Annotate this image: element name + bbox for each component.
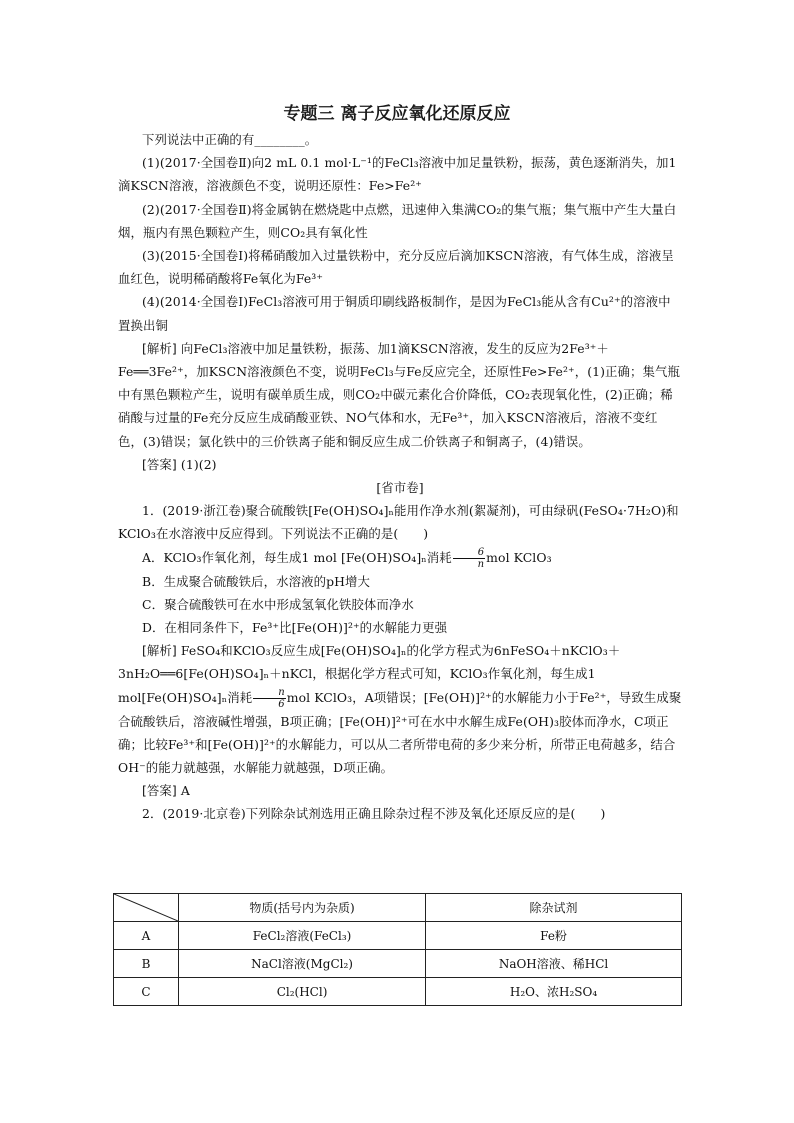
answer-text: (1)(2) bbox=[180, 456, 217, 472]
table-cell-option: C bbox=[114, 978, 179, 1006]
table-cell-option: A bbox=[114, 922, 179, 950]
table-corner-cell bbox=[114, 894, 179, 922]
intro-item-4: (4)(2014·全国卷Ⅰ)FeCl₃溶液可用于铜质印刷线路板制作，是因为FeCl₃能从含有Cu²⁺的溶液中置换出铜 bbox=[118, 294, 671, 333]
table-header-row bbox=[114, 894, 682, 922]
impurity-table bbox=[113, 893, 682, 1006]
answer-label: [答案] bbox=[142, 456, 177, 472]
table-cell-substance: NaCl溶液(MgCl₂) bbox=[179, 950, 426, 978]
q1-option-d: D．在相同条件下，Fe³⁺比[Fe(OH)]²⁺的水解能力更强 bbox=[142, 620, 448, 636]
fraction-n-over-6 bbox=[253, 687, 286, 710]
section-heading: [省市卷] bbox=[376, 480, 424, 496]
q1-option-a bbox=[118, 546, 682, 570]
fraction-numerator: 6 bbox=[453, 547, 485, 559]
fraction-denominator: 6 bbox=[278, 698, 285, 710]
table-header-substance: 物质(括号内为杂质) bbox=[179, 894, 426, 922]
intro-analysis bbox=[118, 337, 682, 453]
table-cell-substance: Cl₂(HCl) bbox=[179, 978, 426, 1006]
analysis-text: FeSO₄和KClO₃反应生成[Fe(OH)SO₄]ₙ的化学方程式为6nFeSO₄＋nKClO₃＋3nH₂O══6[Fe(OH)SO₄]ₙ＋nKCl，根据化学方程式可知，KClO₃作氧化剂，每生成1 mol[Fe(OH)SO₄]ₙ消耗 bbox=[118, 643, 621, 705]
q1-answer bbox=[118, 779, 682, 802]
analysis-text: 向FeCl₃溶液中加足量铁粉，振荡、加1滴KSCN溶液，发生的反应为2Fe³⁺＋Fe══3Fe²⁺，加KSCN溶液颜色不变，说明FeCl₃与Fe反应完全，还原性Fe>Fe²⁺，(1)正确；集气瓶中有黑色颗粒产生，说明有碳单质生成，则CO₂中碳元素化合价降低，CO₂表现氧化性，(2)正确；稀硝酸与过量的Fe充分反应生成硝酸亚铁、NO气体和水，无Fe³⁺，加入KSCN溶液后，溶液不变红色，(3)错误；氯化铁中的三价铁离子能和铜反应生成二价铁离子和铜离子，(4)错误。 bbox=[118, 340, 680, 449]
table-row bbox=[114, 950, 682, 978]
intro-item-3: (3)(2015·全国卷Ⅰ)将稀硝酸加入过量铁粉中，充分反应后滴加KSCN溶液，有气体生成，溶液呈血红色，说明稀硝酸将Fe氧化为Fe³⁺ bbox=[118, 248, 674, 287]
document-body bbox=[118, 128, 682, 826]
diagonal-line bbox=[114, 894, 178, 921]
analysis-label: [解析] bbox=[142, 643, 177, 659]
intro-item-1: (1)(2017·全国卷Ⅱ)向2 mL 0.1 mol·L⁻¹的FeCl₃溶液中加足量铁粉，振荡，黄色逐渐消失，加1滴KSCN溶液，溶液颜色不变，说明还原性：Fe>Fe²⁺ bbox=[118, 155, 677, 194]
intro-question: 下列说法中正确的有________。 bbox=[142, 132, 318, 147]
q1-stem: 1．(2019·浙江卷)聚合硫酸铁[Fe(OH)SO₄]ₙ能用作净水剂(絮凝剂)，可由绿矾(FeSO₄·7H₂O)和KClO₃在水溶液中反应得到。下列说法不正确的是( ) bbox=[118, 503, 679, 542]
intro-answer bbox=[118, 453, 682, 476]
table-cell-substance: FeCl₂溶液(FeCl₃) bbox=[179, 922, 426, 950]
answer-label: [答案] bbox=[142, 783, 177, 799]
table-cell-reagent: Fe粉 bbox=[426, 922, 682, 950]
analysis-text-cont: mol KClO₃，A项错误；[Fe(OH)]²⁺的水解能力小于Fe²⁺，导致生成聚合硫酸铁后，溶液碱性增强，B项正确；[Fe(OH)]²⁺可在水中水解生成Fe(OH)₃胶体而净水，C项正确；比较Fe³⁺和[Fe(OH)]²⁺的水解能力，可以从二者所带电荷的多少来分析，所带正电荷越多，结合OH⁻的能力就越强，水解能力就越强，D项正确。 bbox=[118, 689, 682, 776]
q2-stem: 2．(2019·北京卷)下列除杂试剂选用正确且除杂过程不涉及氧化还原反应的是( ) bbox=[142, 806, 606, 822]
intro-item-2: (2)(2017·全国卷Ⅱ)将金属钠在燃烧匙中点燃，迅速伸入集满CO₂的集气瓶；集气瓶中产生大量白烟，瓶内有黑色颗粒产生，则CO₂具有氧化性 bbox=[118, 201, 677, 240]
table-row bbox=[114, 922, 682, 950]
option-a-unit: mol KClO₃ bbox=[486, 549, 552, 565]
q1-option-c: C．聚合硫酸铁可在水中形成氢氧化铁胶体而净水 bbox=[142, 596, 414, 612]
analysis-label: [解析] bbox=[142, 340, 177, 356]
page-title: 专题三 离子反应氧化还原反应 bbox=[283, 104, 511, 124]
table-row bbox=[114, 978, 682, 1006]
answer-text: A bbox=[180, 783, 190, 799]
fraction-numerator: n bbox=[253, 687, 286, 699]
q1-option-b: B．生成聚合硫酸铁后，水溶液的pH增大 bbox=[142, 573, 370, 589]
q1-analysis bbox=[118, 639, 682, 779]
table-cell-reagent: NaOH溶液、稀HCl bbox=[426, 950, 682, 978]
table-header-reagent: 除杂试剂 bbox=[426, 894, 682, 922]
option-a-text: A．KClO₃作氧化剂，每生成1 mol [Fe(OH)SO₄]ₙ消耗 bbox=[142, 549, 452, 565]
fraction-denominator: n bbox=[477, 558, 485, 570]
table-cell-reagent: H₂O、浓H₂SO₄ bbox=[426, 978, 682, 1006]
fraction-6-over-n bbox=[453, 547, 485, 570]
table-cell-option: B bbox=[114, 950, 179, 978]
